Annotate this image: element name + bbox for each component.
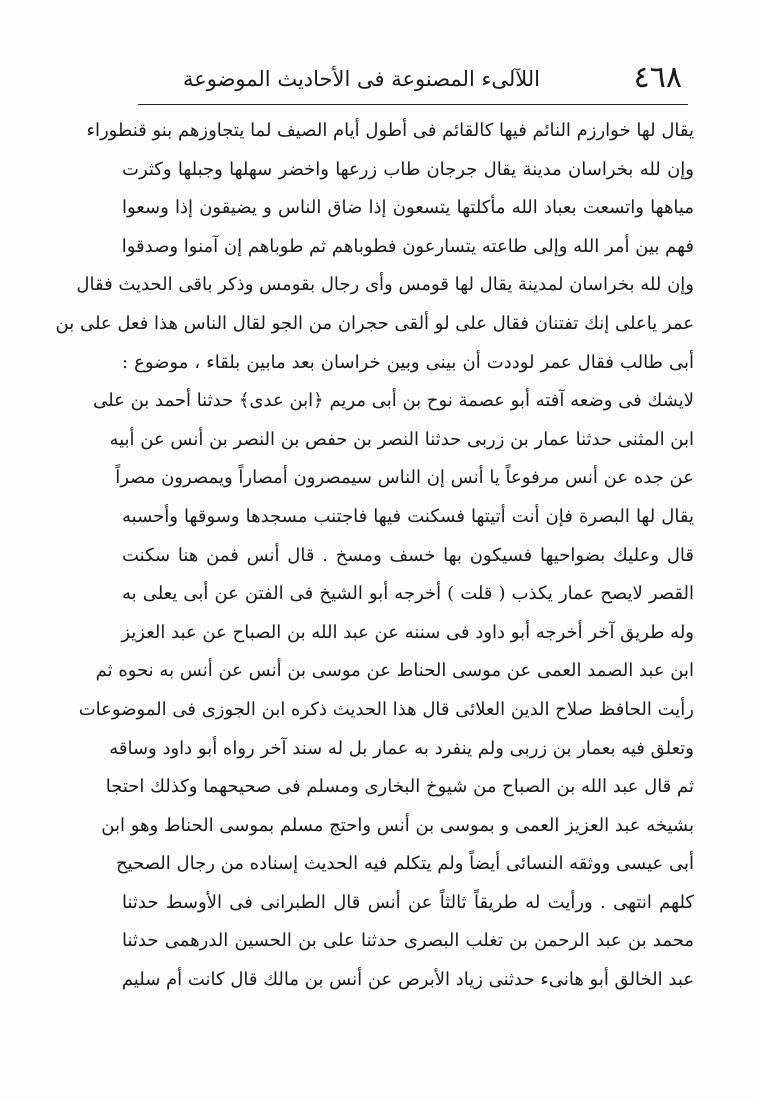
text-line: قال وعليك بضواحيها فسيكون بها خسف ومسخ . قال أنس فمن هنا سكنت	[122, 544, 694, 566]
text-line: أبى عيسى ووثقه النسائى أيضاً ولم يتكلم فيه الحديث إسناده من رجال الصحيح	[116, 853, 694, 875]
running-title: اللآلىء المصنوعة فى الأحاديث الموضوعة	[182, 67, 540, 91]
header-divider	[138, 104, 688, 105]
text-line: عبد الخالق أبو هانىء حدثنى زياد الأبرص عن أنس بن مالك قال كانت أم سليم	[121, 969, 694, 991]
text-line: رأيت الحافظ صلاح الدين العلائى قال هذا الحديث ذكره ابن الجوزى فى الموضوعات	[78, 698, 694, 720]
text-line: فهم بين أمر الله وإلى طاعته يتسارعون فطوباهم ثم طوباهم إن آمنوا وصدقوا	[121, 235, 694, 257]
text-line: لايشك فى وضعه آفته أبو عصمة نوح بن أبى مريم ﴿ابن عدى﴾ حدثنا أحمد بن على	[93, 390, 694, 412]
text-line: بشيخه عبد العزيز العمى و بموسى بن أنس واحتج مسلم بموسى الحناط وهو ابن	[101, 814, 694, 836]
page-number: ٤٦٨	[633, 60, 682, 95]
text-line: كلهم انتهى . ورأيت له طريقاً ثالثاً عن أنس قال الطبرانى فى الأوسط حدثنا	[122, 891, 694, 913]
text-line: يقال لها البصرة فإن أنت أتيتها فسكنت فيها فاجتنب مسجدها وسوقها وأحسبه	[122, 505, 694, 527]
text-line: وإن لله بخراسان لمدينة يقال لها قومس وأى رجال بقومس وذكر باقى الحديث فقال	[76, 274, 694, 296]
text-line: وله طريق آخر أخرجه أبو داود فى سننه عن عبد الله بن الصباح عن عبد العزيز	[121, 621, 694, 643]
text-line: أبى طالب فقال عمر لوددت أن بينى وبين خراسان بعد مابين بلقاء ، موضوع :	[122, 351, 694, 373]
text-line: يقال لها خوارزم النائم فيها كالقائم فى أطول أيام الصيف لما يتجاوزهم بنو قنطوراء	[86, 120, 694, 141]
text-line: ثم قال عبد الله بن الصباح من شيوخ البخارى ومسلم فى صحيحهما وكذلك احتجا	[105, 776, 694, 798]
body-text	[55, 112, 694, 1000]
text-line: مياهها واتسعت بعباد الله مأكلتها يتسعون إذا ضاق الناس و يضيقون إذا وسعوا	[122, 197, 694, 219]
text-line: ابن المثنى حدثنا عمار بن زربى حدثنا النصر بن حفص بن النصر بن أنس عن أبيه	[109, 428, 694, 450]
text-line: وتعلق فيه بعمار بن زربى ولم ينفرد به عمار بل له سند آخر رواه أبو داود وساقه	[109, 737, 694, 759]
text-line: عن جده عن أنس مرفوعاً يا أنس إن الناس سيمصرون أمصاراً ويمصرون مصراً	[115, 467, 694, 489]
page-header	[100, 58, 690, 102]
text-line: محمد بن عبد الرحمن بن تغلب البصرى حدثنا على بن الحسين الدرهمى حدثنا	[122, 930, 694, 952]
text-line: ابن عبد الصمد العمى عن موسى الحناط عن موسى بن أنس عن أنس به نحوه ثم	[95, 660, 694, 682]
text-line: وإن لله بخراسان مدينة يقال جرجان طاب زرعها واخضر سهلها وجبلها وكثرت	[122, 158, 694, 180]
text-line: عمر ياعلى إنك تفتنان فقال على لو ألقى حجران من الجو لقال الناس هذا فعل على بن	[55, 312, 694, 334]
text-line: القصر لايصح عمار يكذب ( قلت ) أخرجه أبو الشيخ فى الفتن عن أبى يعلى به	[122, 583, 694, 605]
